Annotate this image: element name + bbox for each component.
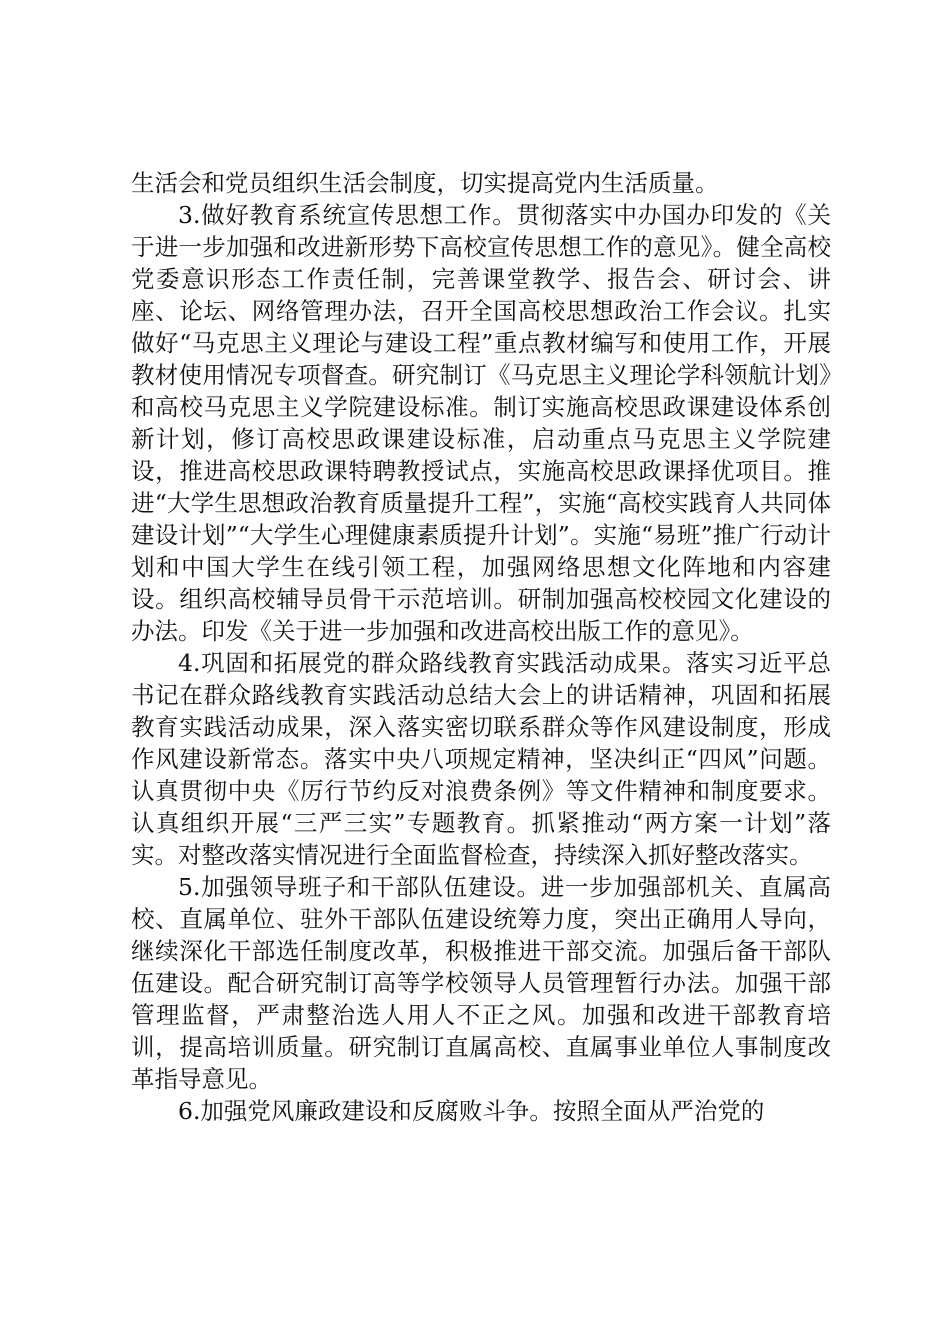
paragraph-6-anti-corruption: 6.加强党风廉政建设和反腐败斗争。按照全面从严治党的 bbox=[178, 1097, 765, 1125]
paragraph-5-leadership-building: 5.加强领导班子和干部队伍建设。进一步加强部机关、直属高校、直属单位、驻外干部队伍建设统筹力度，突出正确用人导向，继续深化干部选任制度改革，积极推进干部交流。加强后备干部队伍建设。配合研究制订高等学校领导人员管理暂行办法。加强干部管理监督，严肃整治选人用人不正之风。加强和改进干部教育培训，提高培训质量。研究制订直属高校、直属事业单位人事制度改革指导意见。 bbox=[131, 873, 831, 1093]
paragraph-continuation: 生活会和党员组织生活会制度，切实提高党内生活质量。 bbox=[131, 169, 719, 197]
paragraph-3-propaganda-work: 3.做好教育系统宣传思想工作。贯彻落实中办国办印发的《关于进一步加强和改进新形势下高校宣传思想工作的意见》。健全高校党委意识形态工作责任制，完善课堂教学、报告会、研讨会、讲座、论坛、网络管理办法，召开全国高校思想政治工作会议。扎实做好“马克思主义理论与建设工程”重点教材编写和使用工作，开展教材使用情况专项督查。研究制订《马克思主义理论学科领航计划》和高校马克思主义学院建设标准。制订实施高校思政课建设体系创新计划，修订高校思政课建设标准，启动重点马克思主义学院建设，推进高校思政课特聘教授试点，实施高校思政课择优项目。推进“大学生思想政治教育质量提升工程”，实施“高校实践育人共同体建设计划”“大学生心理健康素质提升计划”。实施“易班”推广行动计划和中国大学生在线引领工程，加强网络思想文化阵地和内容建设。组织高校辅导员骨干示范培训。研制加强高校校园文化建设的办法。印发《关于进一步加强和改进高校出版工作的意见》。 bbox=[131, 201, 831, 645]
document-body bbox=[131, 167, 831, 1127]
paragraph-4-mass-line-campaign: 4.巩固和拓展党的群众路线教育实践活动成果。落实习近平总书记在群众路线教育实践活动总结大会上的讲话精神，巩固和拓展教育实践活动成果，深入落实密切联系群众等作风建设制度，形成作风建设新常态。落实中央八项规定精神，坚决纠正“四风”问题。认真贯彻中央《厉行节约反对浪费条例》等文件精神和制度要求。认真组织开展“三严三实”专题教育。抓紧推动“两方案一计划”落实。对整改落实情况进行全面监督检查，持续深入抓好整改落实。 bbox=[131, 649, 831, 869]
